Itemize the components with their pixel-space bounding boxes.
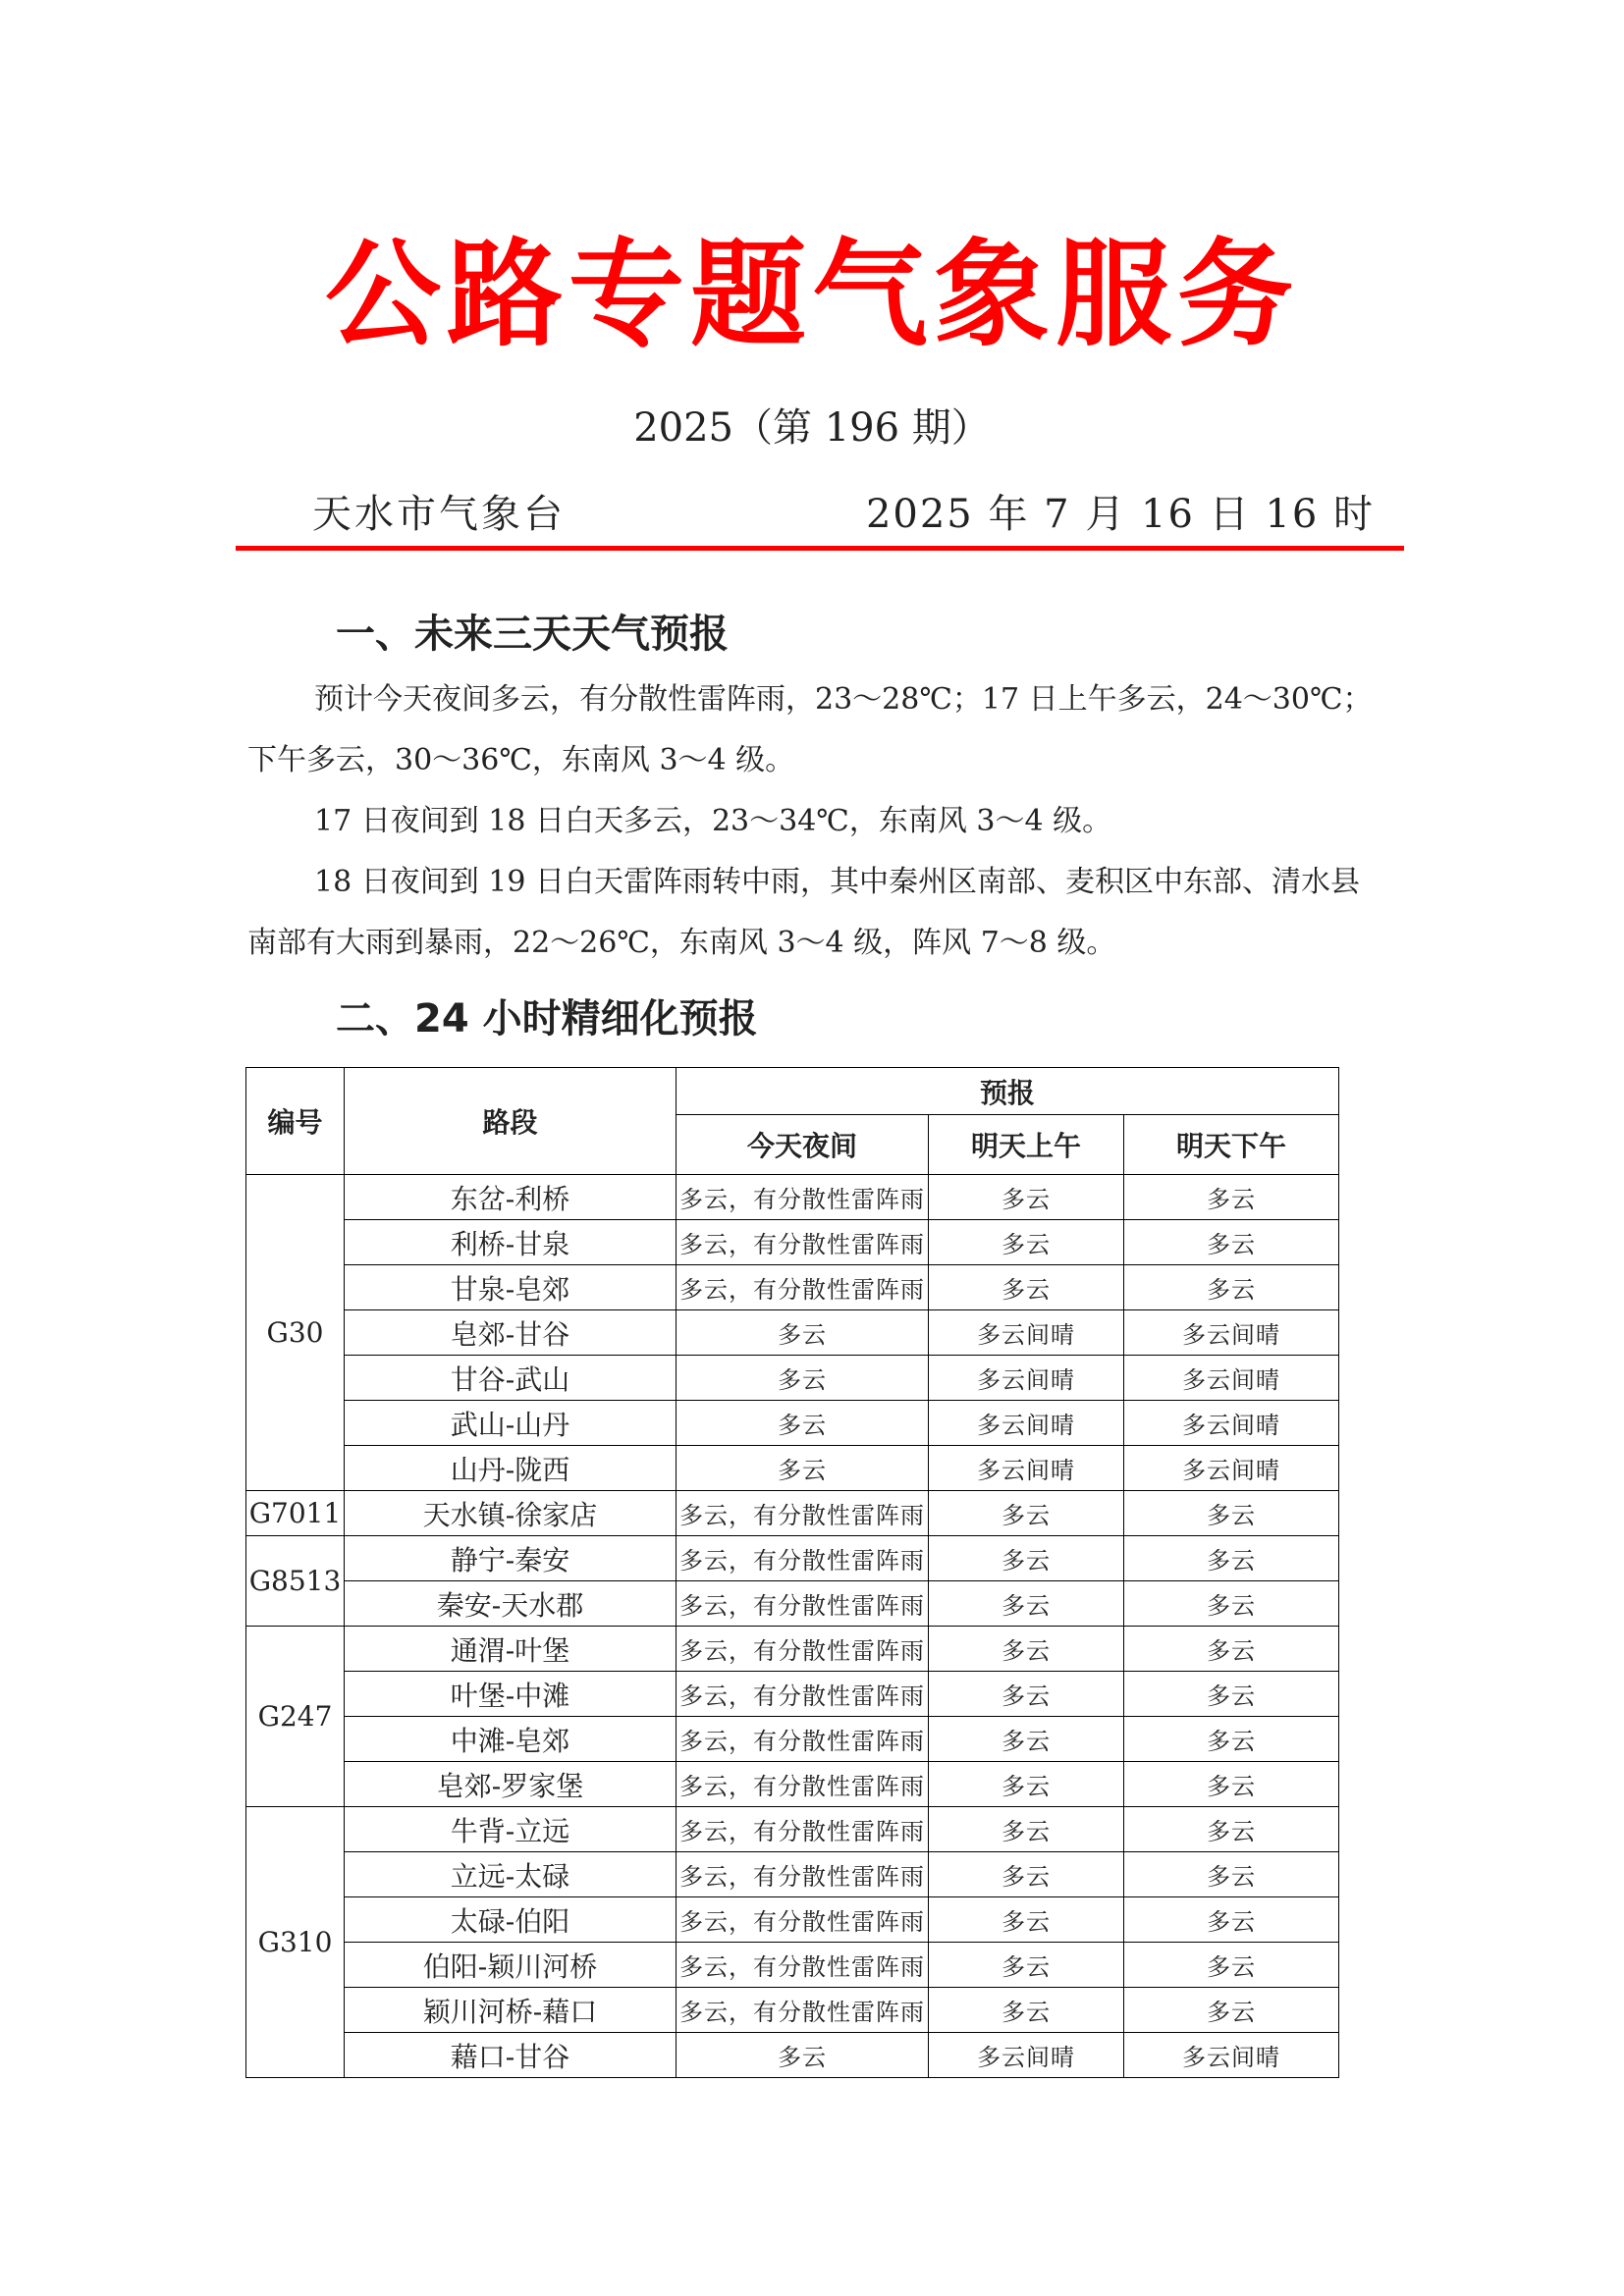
tonight-cell: 多云 — [677, 1446, 929, 1491]
table-row — [246, 1446, 1339, 1491]
tomorrow-pm-cell: 多云 — [1124, 1491, 1339, 1536]
segment-cell: 牛背-立远 — [345, 1807, 677, 1852]
tomorrow-am-cell: 多云 — [929, 1220, 1124, 1265]
segment-cell: 颖川河桥-藉口 — [345, 1988, 677, 2033]
issue-number: 2025（第 196 期） — [633, 405, 991, 451]
road-code-cell: G247 — [246, 1627, 345, 1807]
table-row — [246, 1717, 1339, 1762]
tonight-cell: 多云，有分散性雷阵雨 — [677, 1717, 929, 1762]
table-row — [246, 1943, 1339, 1988]
section1-paragraph-2 — [247, 791, 1377, 852]
tomorrow-pm-cell: 多云间晴 — [1124, 1401, 1339, 1446]
table-row — [246, 2033, 1339, 2078]
table-row — [246, 1807, 1339, 1852]
header-forecast: 预报 — [677, 1068, 1339, 1115]
table-row — [246, 1175, 1339, 1220]
tomorrow-pm-cell: 多云 — [1124, 1852, 1339, 1897]
tomorrow-am-cell: 多云 — [929, 1897, 1124, 1943]
road-code-cell: G7011 — [246, 1491, 345, 1536]
tonight-cell: 多云，有分散性雷阵雨 — [677, 1762, 929, 1807]
tonight-cell: 多云，有分散性雷阵雨 — [677, 1943, 929, 1988]
tomorrow-pm-cell: 多云 — [1124, 1988, 1339, 2033]
segment-cell: 东岔-利桥 — [345, 1175, 677, 1220]
tomorrow-am-cell: 多云间晴 — [929, 1356, 1124, 1401]
tomorrow-pm-cell: 多云 — [1124, 1220, 1339, 1265]
tomorrow-pm-cell: 多云 — [1124, 1581, 1339, 1627]
tomorrow-am-cell: 多云 — [929, 1265, 1124, 1310]
header-tomorrow-am: 明天上午 — [929, 1115, 1124, 1175]
table-row — [246, 1401, 1339, 1446]
tomorrow-pm-cell: 多云 — [1124, 1717, 1339, 1762]
tomorrow-am-cell: 多云 — [929, 1943, 1124, 1988]
segment-cell: 武山-山丹 — [345, 1401, 677, 1446]
tomorrow-am-cell: 多云 — [929, 1491, 1124, 1536]
segment-cell: 利桥-甘泉 — [345, 1220, 677, 1265]
tomorrow-am-cell: 多云 — [929, 1175, 1124, 1220]
table-row — [246, 1310, 1339, 1356]
issuing-organization: 天水市气象台 — [312, 492, 566, 537]
red-divider — [236, 546, 1404, 551]
tomorrow-am-cell: 多云间晴 — [929, 1401, 1124, 1446]
tomorrow-am-cell: 多云间晴 — [929, 1310, 1124, 1356]
table-row — [246, 1897, 1339, 1943]
document-title: 公路专题气象服务 — [324, 227, 1299, 362]
table-row — [246, 1581, 1339, 1627]
header-code: 编号 — [246, 1068, 345, 1175]
tonight-cell: 多云，有分散性雷阵雨 — [677, 1581, 929, 1627]
header-tonight: 今天夜间 — [677, 1115, 929, 1175]
tomorrow-pm-cell: 多云 — [1124, 1807, 1339, 1852]
tomorrow-pm-cell: 多云 — [1124, 1536, 1339, 1581]
tomorrow-pm-cell: 多云间晴 — [1124, 1446, 1339, 1491]
segment-cell: 伯阳-颖川河桥 — [345, 1943, 677, 1988]
tomorrow-am-cell: 多云 — [929, 1807, 1124, 1852]
tomorrow-am-cell: 多云 — [929, 1988, 1124, 2033]
tonight-cell: 多云，有分散性雷阵雨 — [677, 1852, 929, 1897]
tomorrow-pm-cell: 多云 — [1124, 1265, 1339, 1310]
section1-paragraph-1-text: 预计今天夜间多云，有分散性雷阵雨，23～28℃；17 日上午多云，24～30℃；下午多云，30～36℃，东南风 3～4 级。 — [247, 682, 1373, 777]
table-row — [246, 1220, 1339, 1265]
tonight-cell: 多云，有分散性雷阵雨 — [677, 1672, 929, 1717]
section1-paragraph-3-text: 18 日夜间到 19 日白天雷阵雨转中雨，其中秦州区南部、麦积区中东部、清水县南部有大雨到暴雨，22～26℃，东南风 3～4 级，阵风 7～8 级。 — [247, 865, 1360, 960]
segment-cell: 藉口-甘谷 — [345, 2033, 677, 2078]
tomorrow-pm-cell: 多云 — [1124, 1175, 1339, 1220]
tomorrow-am-cell: 多云间晴 — [929, 1446, 1124, 1491]
tomorrow-pm-cell: 多云 — [1124, 1897, 1339, 1943]
road-code-cell: G310 — [246, 1807, 345, 2078]
segment-cell: 静宁-秦安 — [345, 1536, 677, 1581]
tomorrow-pm-cell: 多云 — [1124, 1762, 1339, 1807]
tonight-cell: 多云，有分散性雷阵雨 — [677, 1897, 929, 1943]
table-row — [246, 1852, 1339, 1897]
segment-cell: 山丹-陇西 — [345, 1446, 677, 1491]
tomorrow-pm-cell: 多云 — [1124, 1672, 1339, 1717]
tonight-cell: 多云，有分散性雷阵雨 — [677, 1220, 929, 1265]
segment-cell: 通渭-叶堡 — [345, 1627, 677, 1672]
tomorrow-am-cell: 多云 — [929, 1852, 1124, 1897]
tonight-cell: 多云，有分散性雷阵雨 — [677, 1491, 929, 1536]
tonight-cell: 多云，有分散性雷阵雨 — [677, 1265, 929, 1310]
segment-cell: 甘泉-皂郊 — [345, 1265, 677, 1310]
tonight-cell: 多云，有分散性雷阵雨 — [677, 1627, 929, 1672]
table-row — [246, 1536, 1339, 1581]
table-row — [246, 1988, 1339, 2033]
tonight-cell: 多云，有分散性雷阵雨 — [677, 1536, 929, 1581]
table-row — [246, 1672, 1339, 1717]
tonight-cell: 多云 — [677, 1310, 929, 1356]
section1-heading: 一、未来三天天气预报 — [336, 612, 729, 657]
tonight-cell: 多云 — [677, 2033, 929, 2078]
header-segment: 路段 — [345, 1068, 677, 1175]
road-code-cell: G8513 — [246, 1536, 345, 1627]
header-tomorrow-pm: 明天下午 — [1124, 1115, 1339, 1175]
table-row — [246, 1356, 1339, 1401]
table-row — [246, 1265, 1339, 1310]
tomorrow-am-cell: 多云 — [929, 1762, 1124, 1807]
segment-cell: 太碌-伯阳 — [345, 1897, 677, 1943]
tonight-cell: 多云，有分散性雷阵雨 — [677, 1807, 929, 1852]
segment-cell: 叶堡-中滩 — [345, 1672, 677, 1717]
tomorrow-am-cell: 多云 — [929, 1627, 1124, 1672]
section2-heading: 二、24 小时精细化预报 — [336, 996, 758, 1041]
tomorrow-pm-cell: 多云 — [1124, 1943, 1339, 1988]
issue-date: 2025 年 7 月 16 日 16 时 — [865, 492, 1375, 537]
tomorrow-am-cell: 多云 — [929, 1536, 1124, 1581]
tomorrow-am-cell: 多云 — [929, 1672, 1124, 1717]
section1-paragraph-3 — [247, 852, 1377, 974]
table-row — [246, 1627, 1339, 1672]
table-row — [246, 1491, 1339, 1536]
segment-cell: 中滩-皂郊 — [345, 1717, 677, 1762]
segment-cell: 甘谷-武山 — [345, 1356, 677, 1401]
tonight-cell: 多云 — [677, 1356, 929, 1401]
tomorrow-pm-cell: 多云间晴 — [1124, 1310, 1339, 1356]
tonight-cell: 多云 — [677, 1401, 929, 1446]
tomorrow-am-cell: 多云 — [929, 1717, 1124, 1762]
forecast-table-body — [246, 1175, 1339, 2078]
tomorrow-pm-cell: 多云 — [1124, 1627, 1339, 1672]
tonight-cell: 多云，有分散性雷阵雨 — [677, 1988, 929, 2033]
tomorrow-am-cell: 多云间晴 — [929, 2033, 1124, 2078]
section1-paragraph-2-text: 17 日夜间到 18 日白天多云，23～34℃，东南风 3～4 级。 — [314, 804, 1112, 838]
segment-cell: 皂郊-甘谷 — [345, 1310, 677, 1356]
road-code-cell: G30 — [246, 1175, 345, 1491]
segment-cell: 立远-太碌 — [345, 1852, 677, 1897]
segment-cell: 天水镇-徐家店 — [345, 1491, 677, 1536]
forecast-table — [245, 1067, 1339, 2078]
table-row — [246, 1762, 1339, 1807]
tomorrow-am-cell: 多云 — [929, 1581, 1124, 1627]
segment-cell: 秦安-天水郡 — [345, 1581, 677, 1627]
segment-cell: 皂郊-罗家堡 — [345, 1762, 677, 1807]
tomorrow-pm-cell: 多云间晴 — [1124, 2033, 1339, 2078]
tomorrow-pm-cell: 多云间晴 — [1124, 1356, 1339, 1401]
section1-paragraph-1 — [247, 669, 1377, 791]
tonight-cell: 多云，有分散性雷阵雨 — [677, 1175, 929, 1220]
